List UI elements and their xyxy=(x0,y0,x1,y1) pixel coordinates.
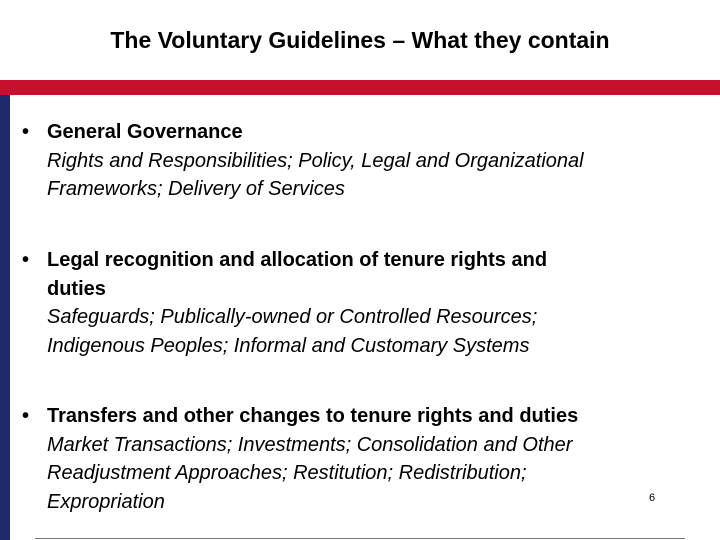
bullet-detail-line: Market Transactions; Investments; Consolidation and Other xyxy=(47,433,573,456)
title-underline-bar xyxy=(0,80,720,95)
bullet-heading: Legal recognition and allocation of tenure rights and xyxy=(47,249,548,271)
bullet-detail-line: Indigenous Peoples; Informal and Customary Systems xyxy=(47,334,530,357)
left-accent-bar xyxy=(0,95,10,540)
bullet-detail-line: Readjustment Approaches; Restitution; Redistribution; xyxy=(47,462,527,484)
bullet-general-governance xyxy=(22,118,712,204)
bullet-detail-line: Safeguards; Publically-owned or Controlled Resources; xyxy=(47,306,538,328)
bullet-detail-line: Rights and Responsibilities; Policy, Legal and Organizational xyxy=(47,149,584,172)
bullet-detail-line: Frameworks; Delivery of Services xyxy=(47,178,345,200)
bullet-detail-line: Expropriation xyxy=(47,490,165,513)
bullet-dot: • xyxy=(22,249,30,271)
bullet-heading: General Governance xyxy=(47,121,243,143)
bullet-transfers xyxy=(22,402,712,516)
bullet-heading: Transfers and other changes to tenure rights and duties xyxy=(47,405,579,427)
bullet-dot: • xyxy=(22,121,30,143)
bullet-heading-continued: duties xyxy=(47,277,106,300)
bullet-dot: • xyxy=(22,405,30,427)
footer-divider xyxy=(35,538,685,539)
bullet-legal-recognition xyxy=(22,246,712,360)
slide-title: The Voluntary Guidelines – What they contain xyxy=(110,27,610,53)
page-number: 6 xyxy=(649,492,656,504)
